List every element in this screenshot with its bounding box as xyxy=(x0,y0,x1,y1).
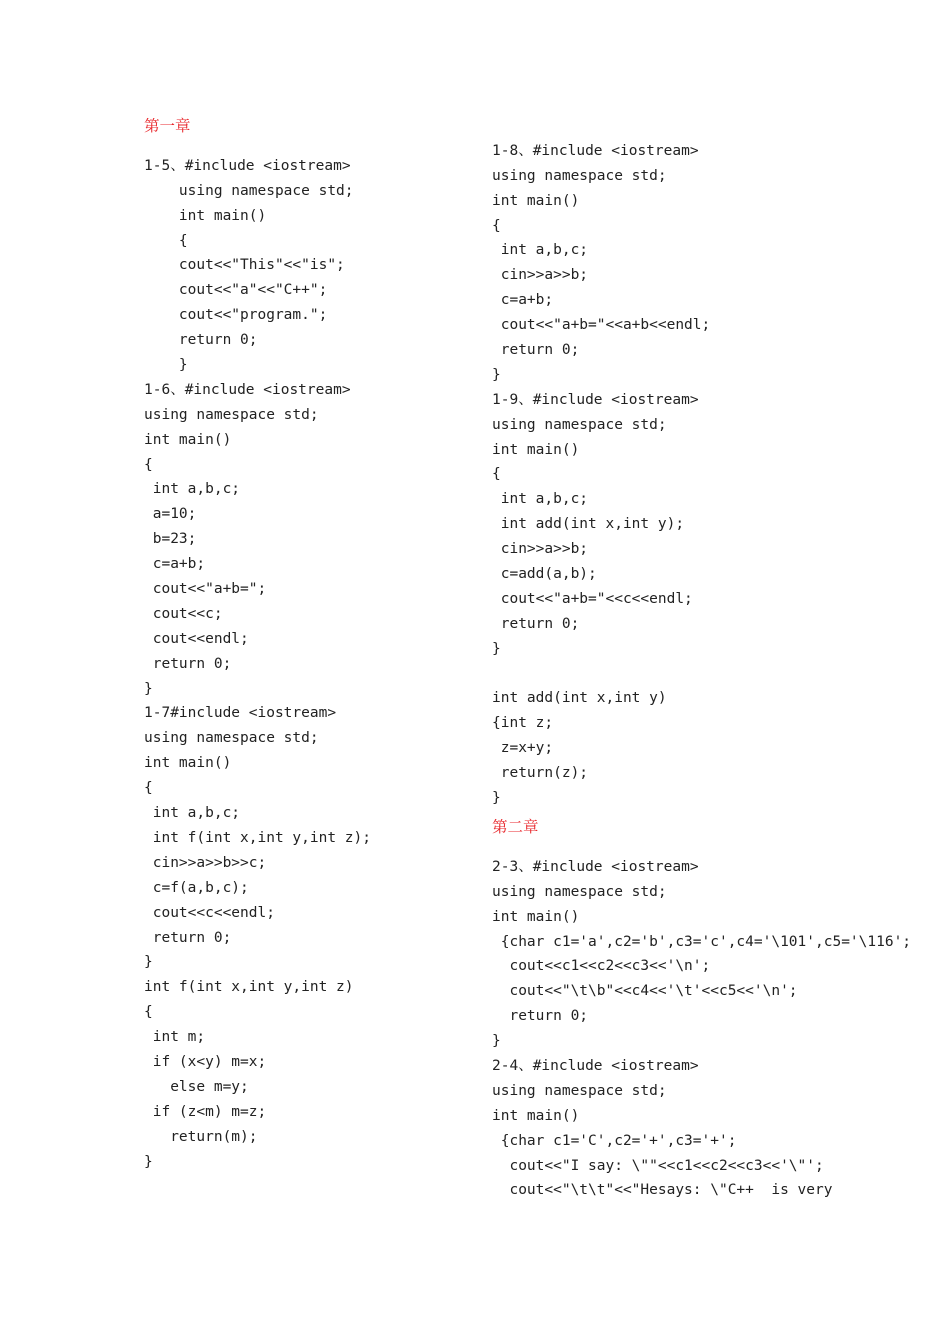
code-line: int main() xyxy=(492,908,580,925)
code-line: } xyxy=(492,366,501,383)
code-line: int f(int x,int y,int z) xyxy=(144,979,354,996)
code-line: int main() xyxy=(492,1107,580,1124)
code-line: return 0; xyxy=(492,1008,589,1025)
code-line: return 0; xyxy=(144,655,232,672)
code-line: 2-4、#include <iostream> xyxy=(492,1057,699,1074)
code-line: a=10; xyxy=(144,506,197,523)
code-line: cout<<"a+b="; xyxy=(144,581,267,598)
code-line: cout<<c1<<c2<<c3<<'\n'; xyxy=(492,958,711,975)
code-line xyxy=(492,662,942,687)
code-line: int m; xyxy=(144,1029,206,1046)
code-line: { xyxy=(144,780,153,797)
code-line: z=x+y; xyxy=(492,740,554,757)
code-line: return 0; xyxy=(492,342,580,359)
right-column xyxy=(492,114,942,1203)
code-line: return 0; xyxy=(144,929,232,946)
code-line: } xyxy=(144,1153,153,1170)
code-line: if (x<y) m=x; xyxy=(144,1053,267,1070)
chapter-heading: 第二章 xyxy=(492,817,539,836)
code-line: 1-8、#include <iostream> xyxy=(492,142,699,159)
code-line: int main() xyxy=(144,431,232,448)
code-line: } xyxy=(492,640,501,657)
code-line: int main() xyxy=(144,207,267,224)
code-line: { xyxy=(144,456,153,473)
code-line: { xyxy=(492,217,501,234)
code-line: 1-7#include <iostream> xyxy=(144,705,337,722)
code-line: int a,b,c; xyxy=(492,242,589,259)
spacer-line xyxy=(492,114,942,139)
code-line: { xyxy=(144,232,188,249)
code-line: {int z; xyxy=(492,715,554,732)
code-line: cin>>a>>b>>c; xyxy=(144,854,267,871)
code-line: int a,b,c; xyxy=(144,481,241,498)
code-line: int add(int x,int y) xyxy=(492,690,667,707)
code-line: using namespace std; xyxy=(492,883,667,900)
code-line: } xyxy=(144,954,153,971)
code-line: cout<<"\t\b"<<c4<<'\t'<<c5<<'\n'; xyxy=(492,983,798,1000)
code-line: cout<<c<<endl; xyxy=(144,904,275,921)
code-line: { xyxy=(144,1004,153,1021)
code-line: int a,b,c; xyxy=(492,491,589,508)
code-line: c=add(a,b); xyxy=(492,566,597,583)
code-line: } xyxy=(144,357,188,374)
code-line: if (z<m) m=z; xyxy=(144,1103,267,1120)
code-line: {char c1='C',c2='+',c3='+'; xyxy=(492,1132,737,1149)
code-line: cout<<"a+b="<<c<<endl; xyxy=(492,590,693,607)
code-line: cout<<"I say: \""<<c1<<c2<<c3<<'\"'; xyxy=(492,1157,824,1174)
code-line: return 0; xyxy=(144,332,258,349)
code-line: using namespace std; xyxy=(492,416,667,433)
code-line: {char c1='a',c2='b',c3='c',c4='\101',c5='\116'; xyxy=(492,933,912,950)
code-line: } xyxy=(492,790,501,807)
code-line: cout<<"program."; xyxy=(144,307,328,324)
code-line: cout<<endl; xyxy=(144,630,249,647)
code-line: using namespace std; xyxy=(144,182,354,199)
code-line: c=a+b; xyxy=(144,556,206,573)
code-line: using namespace std; xyxy=(492,1082,667,1099)
code-line: cout<<"This"<<"is"; xyxy=(144,257,345,274)
code-line: } xyxy=(492,1033,501,1050)
chapter-heading: 第一章 xyxy=(144,117,191,135)
code-line: int add(int x,int y); xyxy=(492,516,685,533)
code-line: } xyxy=(144,680,153,697)
code-line: cin>>a>>b; xyxy=(492,267,589,284)
code-line: int main() xyxy=(492,192,580,209)
code-line: cout<<"a+b="<<a+b<<endl; xyxy=(492,317,711,334)
code-line: cin>>a>>b; xyxy=(492,541,589,558)
code-line: 1-6、#include <iostream> xyxy=(144,381,351,398)
code-line: using namespace std; xyxy=(144,730,319,747)
code-line: return 0; xyxy=(492,615,580,632)
code-line: using namespace std; xyxy=(144,406,319,423)
left-column xyxy=(144,114,484,1174)
code-line: c=f(a,b,c); xyxy=(144,879,249,896)
code-line: cout<<"a"<<"C++"; xyxy=(144,282,328,299)
code-line: int a,b,c; xyxy=(144,805,241,822)
code-line: b=23; xyxy=(144,531,197,548)
code-line: 1-5、#include <iostream> xyxy=(144,157,351,174)
code-line: 1-9、#include <iostream> xyxy=(492,391,699,408)
code-line: c=a+b; xyxy=(492,292,554,309)
code-line: 2-3、#include <iostream> xyxy=(492,858,699,875)
code-line: cout<<c; xyxy=(144,605,223,622)
code-line: else m=y; xyxy=(144,1078,249,1095)
code-line: return(z); xyxy=(492,765,589,782)
code-line: int main() xyxy=(144,755,232,772)
code-line: { xyxy=(492,466,501,483)
code-line: cout<<"\t\t"<<"Hesays: \"C++ is very xyxy=(492,1182,833,1199)
code-line: int f(int x,int y,int z); xyxy=(144,829,371,846)
code-line: return(m); xyxy=(144,1128,258,1145)
code-line: using namespace std; xyxy=(492,167,667,184)
code-line: int main() xyxy=(492,441,580,458)
